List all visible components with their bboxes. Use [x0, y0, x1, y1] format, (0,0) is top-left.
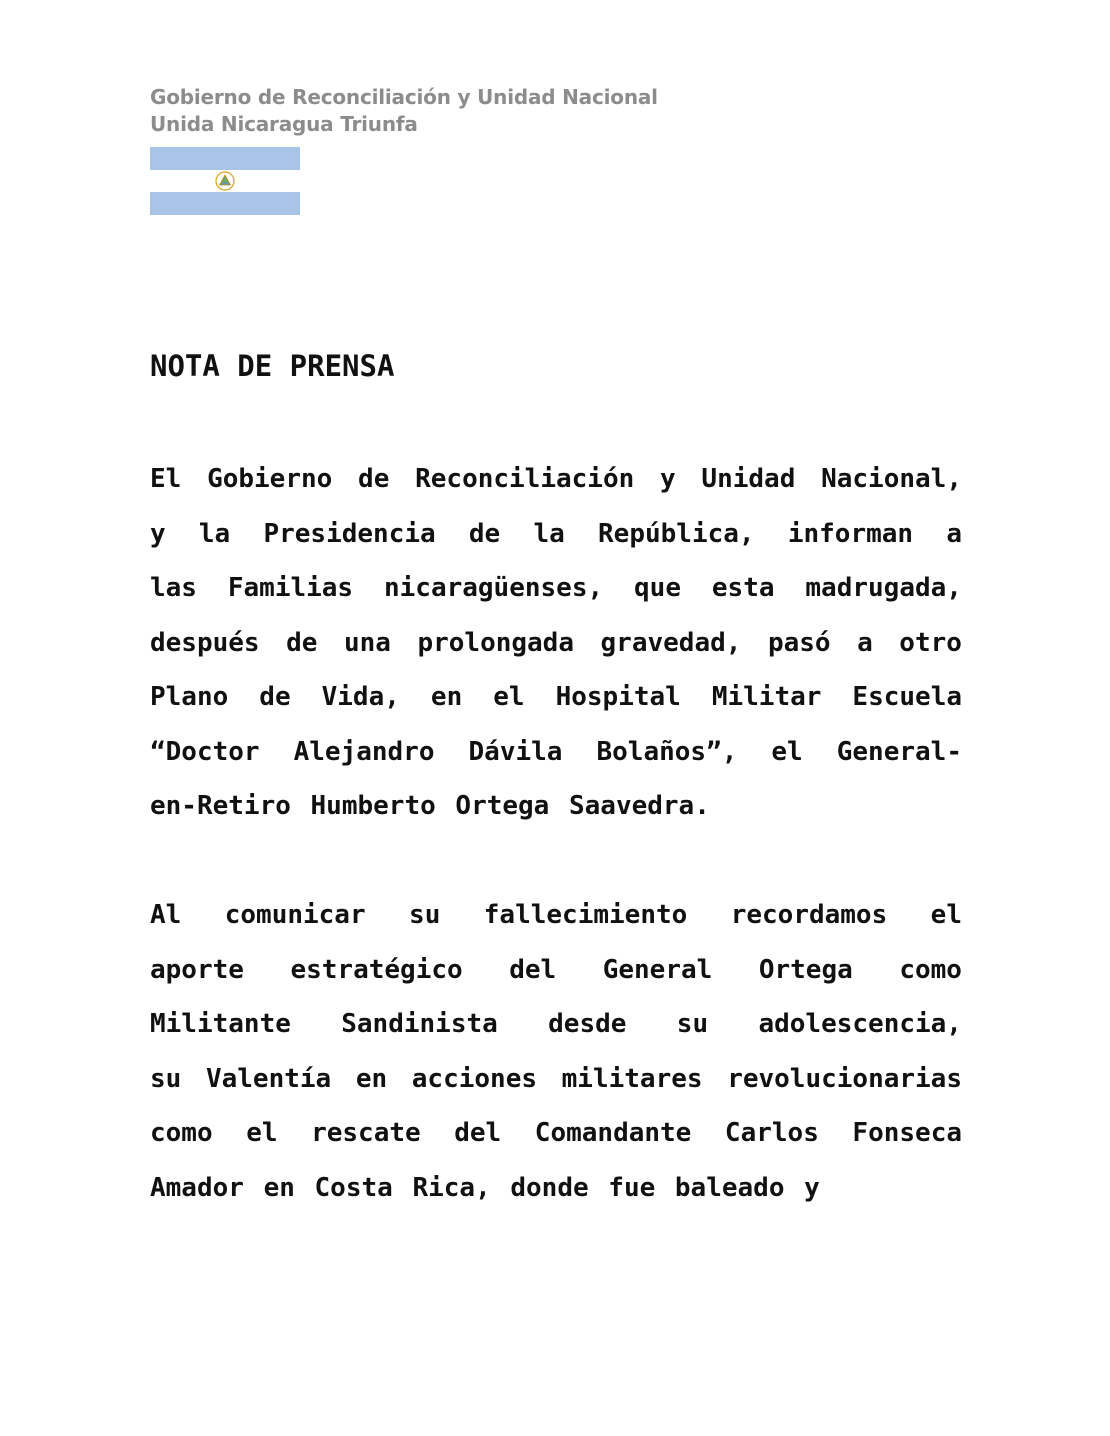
- paragraph-line: [150, 670, 962, 725]
- paragraph-word: el: [771, 736, 803, 767]
- paragraph-1: [150, 452, 962, 834]
- paragraph-word: su: [676, 1009, 709, 1039]
- paragraph-word: recordamos: [730, 900, 888, 930]
- paragraph-line-text: en-Retiro Humberto Ortega Saavedra.: [150, 791, 710, 821]
- paragraph-word: El: [150, 464, 182, 494]
- paragraph-line: [150, 1106, 962, 1161]
- paragraph-word: Carlos: [724, 1118, 819, 1148]
- paragraph-word: Dávila: [468, 736, 563, 767]
- paragraph-word: aporte: [150, 954, 244, 985]
- paragraph-word: a: [946, 518, 962, 549]
- letterhead-government-name: Gobierno de Reconciliación y Unidad Nacional: [150, 85, 658, 109]
- paragraph-word: su: [409, 900, 441, 930]
- paragraph-word: de: [358, 464, 390, 494]
- paragraph-word: prolongada: [417, 627, 574, 658]
- paragraph-word: en: [430, 682, 463, 712]
- coat-of-arms-icon: [214, 170, 236, 192]
- paragraph-word: General-: [836, 736, 962, 767]
- paragraph-line-text: Amador en Costa Rica, donde fue baleado y: [150, 1172, 820, 1203]
- nicaragua-flag-icon: [150, 147, 300, 215]
- paragraph-line: [150, 997, 962, 1052]
- paragraph-word: de: [468, 518, 501, 549]
- paragraph-word: Nacional,: [821, 464, 962, 494]
- paragraph-word: nicaragüenses,: [383, 573, 604, 603]
- paragraph-word: gravedad,: [600, 627, 742, 658]
- paragraph-word: Plano: [150, 682, 229, 712]
- paragraph-line: [150, 943, 962, 998]
- paragraph-word: Vida,: [321, 682, 400, 712]
- paragraph-line: [150, 888, 962, 943]
- paragraph-word: comunicar: [224, 900, 366, 930]
- paragraph-word: Alejandro: [293, 736, 435, 767]
- paragraph-word: madrugada,: [805, 573, 962, 603]
- paragraph-word: la: [533, 518, 565, 549]
- letterhead: [150, 84, 658, 138]
- paragraph-word: en: [355, 1063, 388, 1094]
- paragraph-word: Fonseca: [852, 1118, 962, 1148]
- paragraph-word: Hospital: [555, 682, 681, 712]
- paragraph-word: acciones: [411, 1063, 538, 1094]
- paragraph-word: militares: [561, 1063, 703, 1094]
- paragraph-word: Al: [150, 900, 182, 930]
- paragraph-word: Familias: [227, 573, 354, 603]
- paragraph-word: fallecimiento: [483, 900, 688, 930]
- paragraph-word: Militante: [150, 1009, 291, 1039]
- paragraph-word: del: [454, 1118, 502, 1148]
- paragraph-word: Bolaños”,: [596, 736, 738, 767]
- paragraph-word: Comandante: [534, 1118, 692, 1148]
- paragraph-word: el: [246, 1118, 278, 1148]
- paragraph-word: de: [259, 682, 291, 712]
- paragraph-word: Militar: [711, 682, 822, 712]
- flag-top-band: [150, 147, 300, 170]
- paragraph-line: [150, 779, 962, 834]
- paragraph-word: República,: [598, 518, 755, 549]
- paragraph-word: la: [198, 518, 231, 549]
- paragraph-word: el: [930, 900, 962, 930]
- paragraph-word: Valentía: [205, 1063, 332, 1094]
- paragraph-word: el: [493, 682, 525, 712]
- paragraph-word: su: [150, 1063, 182, 1094]
- paragraph-word: y: [660, 464, 676, 494]
- paragraph-word: las: [150, 573, 197, 603]
- paragraph-word: adolescencia,: [758, 1009, 962, 1039]
- paragraph-line: [150, 507, 962, 562]
- paragraph-word: que: [634, 573, 681, 603]
- paragraph-word: como: [150, 1118, 213, 1148]
- paragraph-word: otro: [899, 627, 962, 658]
- paragraph-word: desde: [548, 1009, 627, 1039]
- paragraph-word: como: [899, 954, 962, 985]
- flag-bottom-band: [150, 192, 300, 215]
- paragraph-word: Reconciliación: [415, 464, 635, 494]
- page-title: NOTA DE PRENSA: [150, 349, 395, 383]
- paragraph-word: Unidad: [701, 464, 796, 494]
- paragraph-word: esta: [711, 573, 775, 603]
- letterhead-slogan: Unida Nicaragua Triunfa: [150, 112, 418, 136]
- paragraph-word: Presidencia: [263, 518, 436, 549]
- paragraph-word: informan: [787, 518, 914, 549]
- paragraph-word: Sandinista: [341, 1009, 498, 1039]
- paragraph-line: [150, 452, 962, 507]
- paragraph-line: [150, 561, 962, 616]
- paragraph-line: [150, 1052, 962, 1107]
- paragraph-2: [150, 888, 962, 1215]
- paragraph-word: “Doctor: [150, 736, 260, 767]
- paragraph-word: General: [602, 954, 713, 985]
- paragraph-line: [150, 1161, 962, 1216]
- paragraph-word: a: [857, 627, 873, 658]
- paragraph-word: de: [286, 627, 318, 658]
- paragraph-word: Ortega: [758, 954, 853, 985]
- paragraph-word: estratégico: [290, 954, 463, 985]
- paragraph-word: una: [343, 627, 391, 658]
- paragraph-word: y: [150, 518, 166, 549]
- paragraph-word: Escuela: [852, 682, 962, 712]
- paragraph-word: pasó: [767, 627, 831, 658]
- paragraph-word: Gobierno: [207, 464, 333, 494]
- paragraph-word: después: [150, 627, 260, 658]
- paragraph-line: [150, 725, 962, 780]
- paragraph-word: rescate: [311, 1118, 421, 1148]
- paragraph-word: del: [509, 954, 557, 985]
- paragraph-line: [150, 616, 962, 671]
- paragraph-word: revolucionarias: [727, 1063, 962, 1094]
